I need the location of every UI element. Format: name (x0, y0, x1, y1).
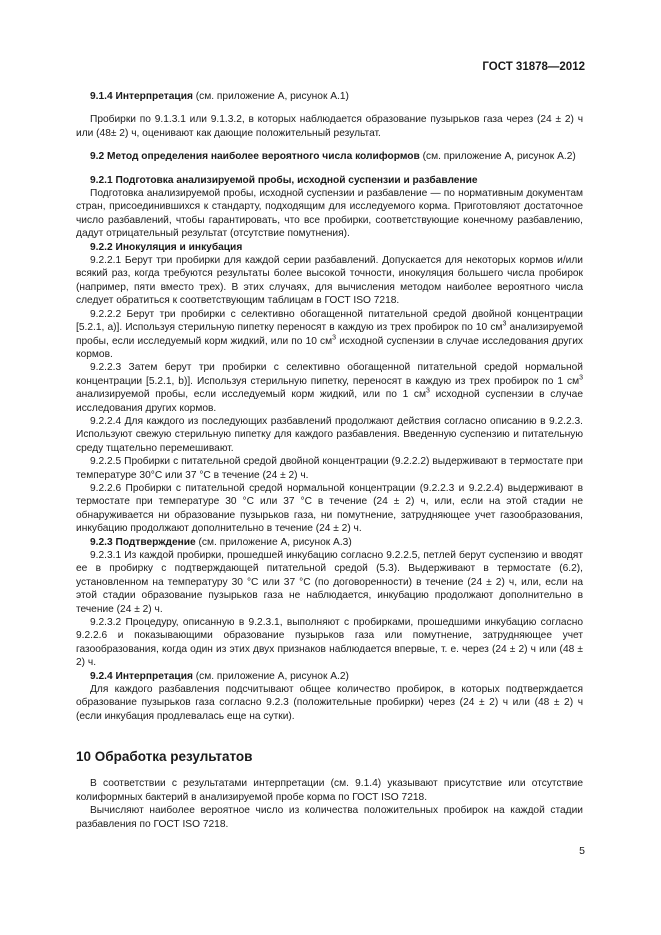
clause-title: Инокуляция и инкубация (115, 241, 243, 253)
superscript: 3 (332, 334, 337, 342)
paragraph: 9.2.2.1 Берут три пробирки для каждой серии разбавлений. Допускается для некоторых кормов и/или всякий раз, когда требуются результаты более высокой точности, инокуляция большего числа пробирок (например, пяти вместо трех). В этих случаях, для вычисления методом наиболее вероятного числа следует обратиться к соответствующим таблицам в ГОСТ ISO 7218. (76, 255, 583, 307)
paragraph: В соответствии с результатами интерпретации (см. 9.1.4) указывают присутствие или отсутствие колиформных бактерий в анализируемой пробе корма по ГОСТ ISO 7218. (76, 778, 583, 803)
paragraph: Вычисляют наиболее вероятное число из количества положительных пробирок на каждой стадии разбавления по ГОСТ ISO 7218. (76, 805, 583, 830)
clause-9-2-2 (76, 241, 583, 254)
clause-9-1-4 (76, 90, 583, 103)
clause-title: Подтверждение (115, 536, 196, 548)
clause-number: 9.2.2 (90, 241, 113, 253)
clause-number: 9.2.4 (90, 670, 113, 682)
document-body (76, 90, 583, 831)
paragraph: Подготовка анализируемой пробы, исходной суспензии и разбавление — по нормативным документам стран, присоединившихся к стандарту, подходящим для исследуемого корма. Приготовляют достаточное число разбавлений, чтобы гарантировать, что все пробирки, соответствующие конечному разбавлению, дадут отрицательный результат (отсутствие помутнения). (76, 188, 583, 240)
clause-9-2 (76, 150, 583, 163)
clause-title: Метод определения наиболее вероятного числа колиформов (107, 151, 420, 163)
clause-reference: (см. приложение А, рисунок А.2) (419, 151, 576, 163)
clause-9-2-3 (76, 536, 583, 549)
document-header: ГОСТ 31878—2012 (482, 61, 585, 73)
paragraph: 9.2.3.2 Процедуру, описанную в 9.2.3.1, выполняют с пробирками, прошедшими инкубацию согласно 9.2.2.6 и показывающими образование пузырьков газа или помутнение, затрудняющее учет газообразования, когда один из этих двух признаков наблюдается впервые, т. е. через (24 ± 2) ч или (48 ± 2) ч. (76, 617, 583, 669)
paragraph: 9.2.2.6 Пробирки с питательной средой нормальной концентрации (9.2.2.3 и 9.2.2.4) выдерживают в термостате при температуре 30 °С или 37 °С в течение (24 ± 2) ч, или, если на этой стадии не обнаруживается ни образование пузырьков газа, ни помутнение, затрудняющее учет газообразования, инкубацию продолжают дополнительно в течение (24 ± 2) ч. (76, 482, 583, 535)
paragraph: 9.2.2.2 Берут три пробирки с селективно обогащенной питательной средой двойной концентрации [5.2.1, a)]. Используя стерильную пипетку переносят в каждую из трех пробирок по 10 $см^3$ анализируемой пробы, если исследуемый корм жидкий, или по 10 $см^3$ исходной суспензии в случае исследования других кормов. (76, 308, 584, 360)
superscript: 3 (502, 320, 507, 328)
clause-9-2-4 (76, 670, 583, 683)
clause-9-2-1 (76, 174, 583, 187)
clause-reference: (см. приложение А, рисунок А.2) (192, 670, 349, 682)
paragraph: 9.2.2.5 Пробирки с питательной средой двойной концентрации (9.2.2.2) выдерживают в термостате при температуре 30°С или 37 °С в течение (24 ± 2) ч. (76, 456, 583, 481)
clause-reference: (см. приложение А, рисунок А.1) (192, 91, 349, 102)
clause-number: 9.2.1 (90, 174, 113, 186)
clause-number: 9.2.3 (90, 536, 113, 548)
clause-title: Интерпретация (115, 91, 193, 102)
paragraph: 9.2.2.3 Затем берут три пробирки с селективно обогащенной питательной средой нормальной концентрации [5.2.1, b)]. Используя стерильную пипетку, переносят в каждую из трех пробирок по 1 $см^3$ анализируемой пробы, если исследуемый корм жидкий, или по 1 $см^3$ исходной суспензии в случае исследования других кормов. (76, 362, 583, 414)
superscript: 3 (579, 374, 583, 382)
paragraph: Для каждого разбавления подсчитывают общее количество пробирок, в которых подтверждается образование пузырьков газа согласно 9.2.3 (положительные пробирки) через (24 ± 2) ч или (48 ± 2) ч (если инкубация продлевалась еще на сутки). (76, 684, 583, 722)
clause-number: 9.2 (90, 151, 105, 163)
paragraph: 9.2.3.1 Из каждой пробирки, прошедшей инкубацию согласно 9.2.2.5, петлей берут суспензию и вводят ее в пробирку с подтверждающей питательной средой (5.3). Выдерживают в термостате (6.2), установленном на температуру 30 °С или 37 °С (по договоренности) в течение (24 ± 2) ч, или, если на этой стадии образование пузырьков газа не наблюдается, инкубацию продолжают дополнительно в течение (24 ± 2) ч. (76, 550, 583, 615)
page-number: 5 (579, 845, 585, 857)
section-heading: 10 Обработка результатов (76, 749, 253, 765)
clause-title: Подготовка анализируемой пробы, исходной суспензии и разбавление (115, 174, 478, 186)
superscript: 3 (426, 387, 430, 395)
clause-title: Интерпретация (115, 670, 193, 682)
clause-reference: (см. приложение А, рисунок А.3) (195, 536, 352, 548)
clause-number: 9.1.4 (90, 91, 113, 102)
paragraph: 9.2.2.4 Для каждого из последующих разбавлений продолжают действия согласно описанию в 9.2.2.3. Используют свежую стерильную пипетку для каждого разбавления. Введенную суспензию и питательную среду тщательно перемешивают. (76, 415, 583, 454)
paragraph: Пробирки по 9.1.3.1 или 9.1.3.2, в которых наблюдается образование пузырьков газа через (24 ± 2) ч или (48± 2) ч, оценивают как дающие положительный результат. (76, 114, 583, 139)
